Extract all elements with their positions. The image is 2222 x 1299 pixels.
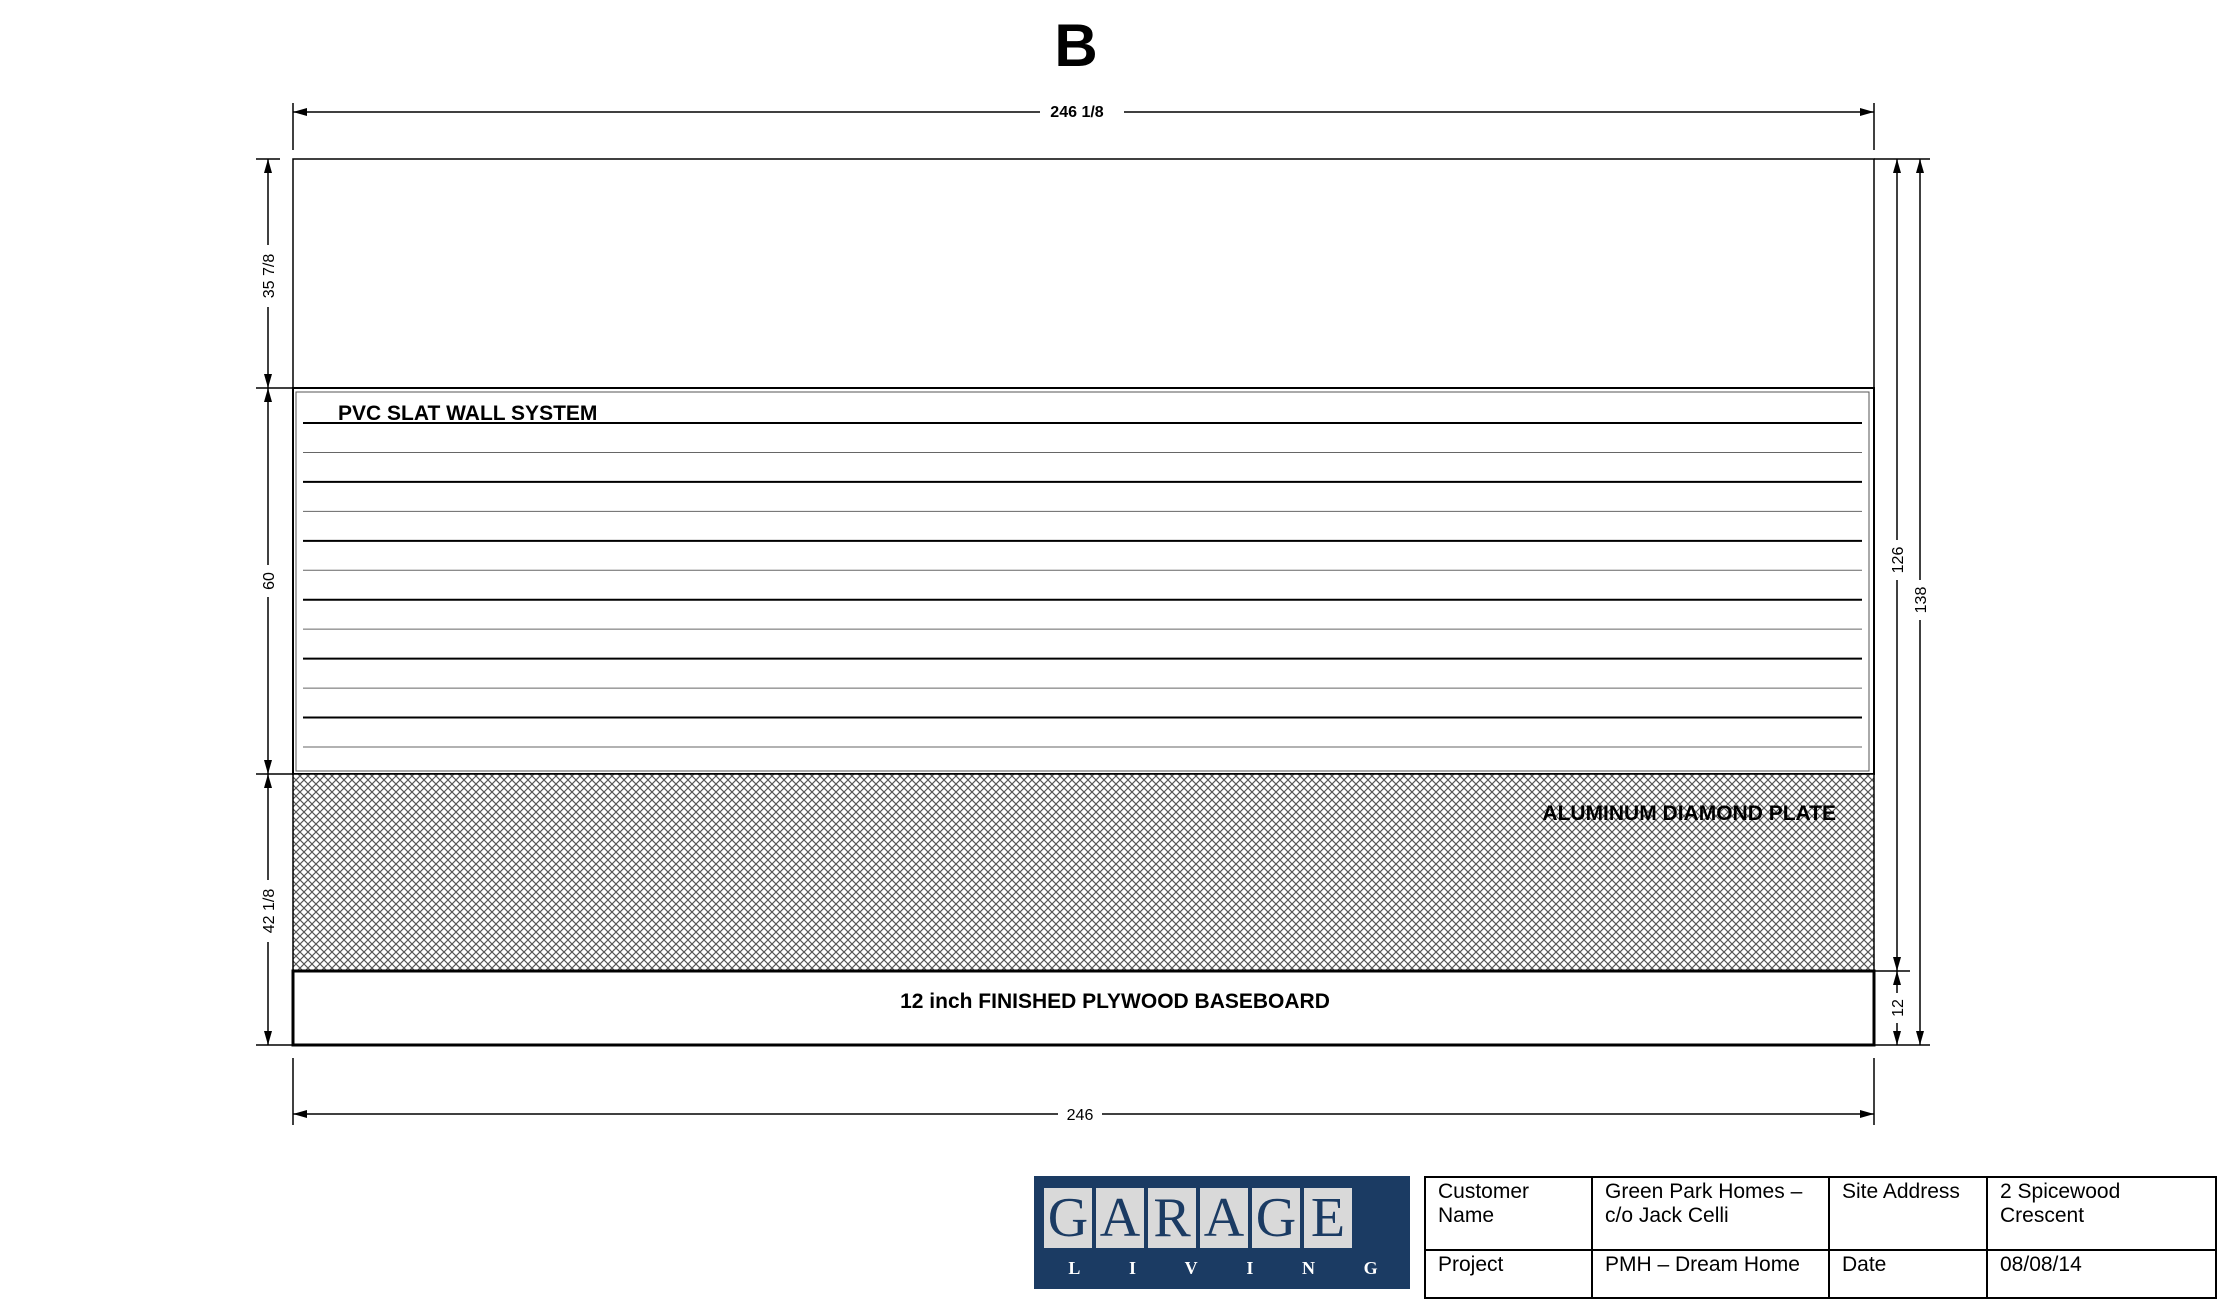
- date-value: 08/08/14: [1987, 1250, 2216, 1298]
- logo-letter: A: [1200, 1188, 1248, 1248]
- logo-letter: G: [1044, 1188, 1092, 1248]
- title-block: [1424, 1176, 2217, 1299]
- slatwall-panel: [293, 388, 1874, 774]
- logo-sub-letter: V: [1184, 1258, 1198, 1278]
- dimension-baseboard-text: 12: [1890, 999, 1907, 1017]
- dimension-lower-zone-text: 42 1/8: [261, 888, 278, 934]
- logo-sub-letter: N: [1302, 1258, 1315, 1278]
- dimension-126-text: 126: [1890, 546, 1907, 574]
- dimension-overall-height-text: 138: [1913, 586, 1930, 614]
- logo-letter: E: [1304, 1188, 1352, 1248]
- logo-letter: R: [1148, 1188, 1196, 1248]
- diamond-plate-label: ALUMINUM DIAMOND PLATE: [1542, 802, 1836, 825]
- baseboard-label: 12 inch FINISHED PLYWOOD BASEBOARD: [900, 990, 1330, 1013]
- date-label: Date: [1829, 1250, 1987, 1298]
- diamond-plate-panel: [293, 774, 1874, 971]
- dimension-right: [1874, 159, 1930, 1045]
- project-value: PMH – Dream Home: [1592, 1250, 1829, 1298]
- site-address-label: Site Address: [1829, 1177, 1987, 1250]
- customer-name-label: Customer Name: [1425, 1177, 1592, 1250]
- project-label: Project: [1425, 1250, 1592, 1298]
- logo-letter: A: [1096, 1188, 1144, 1248]
- slatwall-label: PVC SLAT WALL SYSTEM: [338, 402, 598, 425]
- logo-subtitle: [1044, 1258, 1402, 1279]
- logo-sub-letter: I: [1129, 1258, 1137, 1278]
- dimension-top-width-text: 246 1/8: [1050, 104, 1104, 121]
- logo-sub-letter: I: [1246, 1258, 1254, 1278]
- dimension-bottom-width: [293, 1058, 1874, 1125]
- logo-letters: [1044, 1188, 1352, 1248]
- dimension-slatwall-text: 60: [261, 572, 278, 590]
- site-address-value: 2 Spicewood Crescent: [1987, 1177, 2216, 1250]
- dimension-left: [256, 159, 293, 1045]
- logo-sub-letter: L: [1068, 1258, 1081, 1278]
- dimension-upper-zone-text: 35 7/8: [261, 253, 278, 299]
- garage-living-logo: [1034, 1176, 1410, 1289]
- wall-upper-zone: [293, 159, 1874, 388]
- baseboard-panel: [293, 971, 1874, 1045]
- logo-sub-letter: G: [1363, 1258, 1378, 1278]
- dimension-top-width: [293, 103, 1874, 150]
- dimension-bottom-width-text: 246: [1066, 1107, 1094, 1124]
- logo-letter: G: [1252, 1188, 1300, 1248]
- elevation-title: B: [1054, 12, 1098, 79]
- customer-name-value: Green Park Homes – c/o Jack Celli: [1592, 1177, 1829, 1250]
